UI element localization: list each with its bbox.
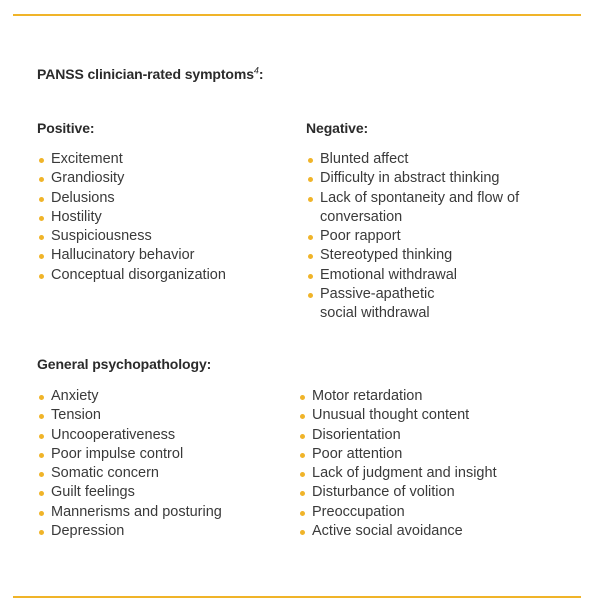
bullet-icon (39, 472, 44, 477)
list-item: Conceptual disorganization (37, 266, 226, 285)
negative-list (306, 150, 519, 324)
bullet-icon (300, 472, 305, 477)
list-item: Hallucinatory behavior (37, 246, 226, 265)
list-item: Active social avoidance (298, 522, 497, 541)
bullet-icon (39, 395, 44, 400)
negative-heading: Negative: (306, 120, 369, 136)
bullet-icon (308, 274, 313, 279)
bullet-icon (308, 235, 313, 240)
page-title-suffix: : (258, 66, 264, 82)
bullet-icon (308, 158, 313, 163)
list-item: Poor attention (298, 445, 497, 464)
page-title-text: PANSS clinician-rated symptoms (37, 66, 254, 82)
list-item: Lack of judgment and insight (298, 464, 497, 483)
bullet-icon (300, 434, 305, 439)
general-list-right (298, 387, 497, 541)
list-item: Stereotyped thinking (306, 246, 519, 265)
list-item: Poor impulse control (37, 445, 222, 464)
list-item: Delusions (37, 189, 226, 208)
bullet-icon (39, 216, 44, 221)
bullet-icon (39, 511, 44, 516)
bullet-icon (308, 197, 313, 202)
bullet-icon (300, 414, 305, 419)
bullet-icon (39, 491, 44, 496)
list-item: Depression (37, 522, 222, 541)
bullet-icon (39, 158, 44, 163)
bullet-icon (39, 197, 44, 202)
list-item: Guilt feelings (37, 483, 222, 502)
general-heading: General psychopathology: (37, 356, 212, 372)
bullet-icon (39, 414, 44, 419)
bullet-icon (300, 453, 305, 458)
positive-list (37, 150, 226, 285)
bullet-icon (308, 293, 313, 298)
bullet-icon (300, 530, 305, 535)
list-item: Mannerisms and posturing (37, 503, 222, 522)
list-item: Passive-apathetic social withdrawal (306, 285, 519, 324)
reference-superscript: 4 (253, 65, 259, 76)
bullet-icon (39, 453, 44, 458)
list-item: Lack of spontaneity and flow of conversation (306, 189, 519, 228)
list-item: Excitement (37, 150, 226, 169)
bullet-icon (300, 511, 305, 516)
page-title (37, 66, 263, 82)
bullet-icon (39, 274, 44, 279)
list-item: Blunted affect (306, 150, 519, 169)
list-item: Hostility (37, 208, 226, 227)
bullet-icon (300, 491, 305, 496)
bullet-icon (39, 434, 44, 439)
bullet-icon (300, 395, 305, 400)
list-item: Suspiciousness (37, 227, 226, 246)
list-item: Disorientation (298, 426, 497, 445)
positive-heading: Positive: (37, 120, 95, 136)
list-item: Uncooperativeness (37, 426, 222, 445)
bullet-icon (39, 177, 44, 182)
list-item: Anxiety (37, 387, 222, 406)
top-divider (13, 14, 581, 16)
list-item: Emotional withdrawal (306, 266, 519, 285)
bullet-icon (39, 530, 44, 535)
bullet-icon (39, 235, 44, 240)
list-item: Somatic concern (37, 464, 222, 483)
list-item: Preoccupation (298, 503, 497, 522)
list-item: Poor rapport (306, 227, 519, 246)
general-list-left (37, 387, 222, 541)
list-item: Motor retardation (298, 387, 497, 406)
bullet-icon (39, 254, 44, 259)
bottom-divider (13, 596, 581, 598)
list-item: Disturbance of volition (298, 483, 497, 502)
list-item: Unusual thought content (298, 406, 497, 425)
list-item: Grandiosity (37, 169, 226, 188)
list-item: Difficulty in abstract thinking (306, 169, 519, 188)
bullet-icon (308, 177, 313, 182)
bullet-icon (308, 254, 313, 259)
list-item: Tension (37, 406, 222, 425)
